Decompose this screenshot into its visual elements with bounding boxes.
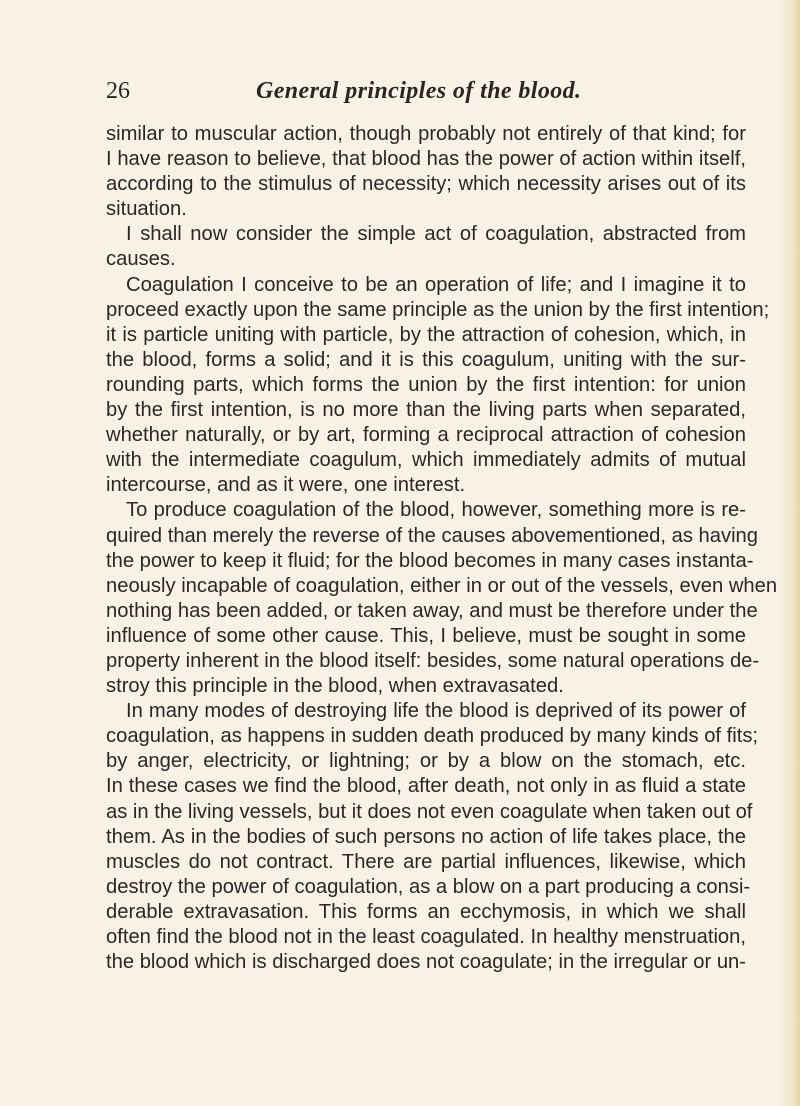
text-line: rounding parts, which forms the union by the first intention: for union bbox=[106, 373, 746, 396]
body-text bbox=[106, 122, 778, 975]
text-line: by the first intention, is no more than the living parts when separated, bbox=[106, 399, 746, 422]
page-number: 26 bbox=[106, 78, 130, 104]
text-line: intercourse, and as it were, one interest. bbox=[106, 474, 466, 497]
text-line: proceed exactly upon the same principle as the union by the first intention; bbox=[106, 298, 770, 321]
text-line: whether naturally, or by art, forming a reciprocal attraction of cohesion bbox=[106, 424, 746, 447]
page-header bbox=[106, 78, 746, 114]
text-line: by anger, electricity, or lightning; or by a blow on the stomach, etc. bbox=[106, 750, 746, 773]
text-line: coagulation, as happens in sudden death produced by many kinds of fits; bbox=[106, 725, 759, 748]
text-line: often find the blood not in the least coagulated. In healthy menstruation, bbox=[106, 926, 746, 948]
running-head: General principles of the blood. bbox=[256, 78, 582, 104]
text-line: muscles do not contract. There are partial influences, likewise, which bbox=[106, 850, 746, 873]
text-line: destroy the power of coagulation, as a blow on a part producing a consi- bbox=[106, 875, 751, 898]
text-line: nothing has been added, or taken away, and must be therefore under the bbox=[106, 599, 758, 622]
text-line: To produce coagulation of the blood, however, something more is re- bbox=[126, 499, 746, 522]
text-line: situation. bbox=[106, 198, 187, 221]
text-line: In these cases we find the blood, after death, not only in as fluid a state bbox=[106, 775, 746, 798]
text-line: causes. bbox=[106, 248, 176, 271]
text-line: neously incapable of coagulation, either in or out of the vessels, even when bbox=[106, 574, 778, 597]
text-line: similar to muscular action, though probably not entirely of that kind; for bbox=[106, 123, 746, 145]
text-line: the blood, forms a solid; and it is this coagulum, uniting with the sur- bbox=[106, 348, 746, 371]
text-line: the power to keep it fluid; for the blood becomes in many cases instanta- bbox=[106, 549, 754, 572]
text-line: with the intermediate coagulum, which immediately admits of mutual bbox=[106, 449, 746, 472]
text-line: In many modes of destroying life the blood is deprived of its power of bbox=[126, 700, 746, 723]
text-line: it is particle uniting with particle, by the attraction of cohesion, which, in bbox=[106, 323, 746, 346]
text-line: according to the stimulus of necessity; which necessity arises out of its bbox=[106, 173, 746, 196]
text-line: I shall now consider the simple act of coagulation, abstracted from bbox=[126, 223, 746, 246]
text-line: I have reason to believe, that blood has the power of action within itself, bbox=[106, 148, 746, 171]
text-line: property inherent in the blood itself: besides, some natural operations de- bbox=[106, 649, 760, 672]
text-line: quired than merely the reverse of the causes abovementioned, as having bbox=[106, 524, 759, 547]
text-line: the blood which is discharged does not coagulate; in the irregular or un- bbox=[106, 951, 746, 974]
text-line: Coagulation I conceive to be an operation of life; and I imagine it to bbox=[126, 273, 746, 296]
text-line: influence of some other cause. This, I believe, must be sought in some bbox=[106, 624, 746, 647]
text-line: them. As in the bodies of such persons no action of life takes place, the bbox=[106, 825, 746, 848]
text-line: derable extravasation. This forms an ecchymosis, in which we shall bbox=[106, 900, 746, 923]
text-line: as in the living vessels, but it does not even coagulate when taken out of bbox=[106, 800, 753, 823]
page-edge-shading bbox=[778, 0, 800, 1106]
text-line: stroy this principle in the blood, when extravasated. bbox=[106, 675, 564, 698]
